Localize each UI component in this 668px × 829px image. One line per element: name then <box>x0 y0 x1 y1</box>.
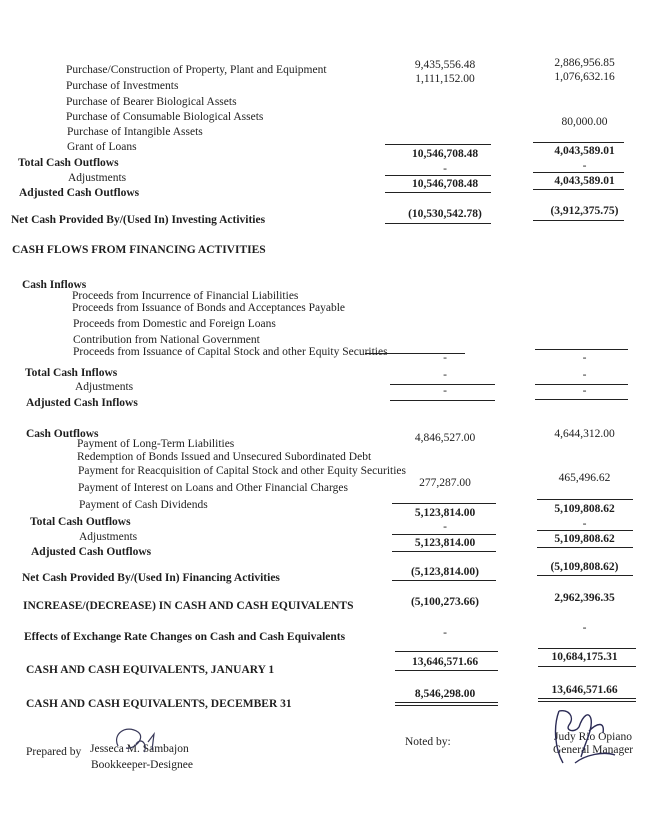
investing-adjusted-outflows-col1: 10,546,708.48 <box>411 178 479 190</box>
financing-adjusted-outflows-label: Adjusted Cash Outflows <box>31 546 152 558</box>
investing-adjustments-col1: - <box>443 163 447 175</box>
investing-net-col1: (10,530,542.78) <box>408 208 482 220</box>
rule <box>385 175 491 176</box>
double-rule <box>395 702 498 703</box>
rule <box>537 547 633 548</box>
investing-adjustments-col2: - <box>582 160 587 172</box>
rule <box>392 534 496 535</box>
rule <box>533 172 624 173</box>
rule <box>535 349 628 350</box>
rule <box>538 648 636 649</box>
outflow-item: Redemption of Bonds Issued and Unsecured Subordinated Debt <box>77 451 372 463</box>
outflow-item: Payment of Interest on Loans and Other Financial Charges <box>78 482 348 494</box>
manager-signature <box>545 703 625 773</box>
investing-item-consumable-bio: Purchase of Consumable Biological Assets <box>66 111 264 123</box>
inflow-dash-col2: - <box>582 352 587 364</box>
rule <box>533 220 624 221</box>
outflow-adjustments-col1: - <box>443 521 447 533</box>
preparer-name: Jesseca M. Sambajon <box>90 743 189 755</box>
outflow-item: Payment for Reacquisition of Capital Stock and other Equity Securities <box>78 465 407 477</box>
outflow-adjustments-col2: - <box>582 518 587 530</box>
interest-col1: 277,287.00 <box>419 477 471 489</box>
manager-name: Judy Rio Opiano <box>554 731 632 743</box>
prepared-by-label: Prepared by <box>26 746 82 758</box>
ppe-value-col1: 9,435,556.48 <box>414 59 476 71</box>
financing-total-inflows-label: Total Cash Inflows <box>25 367 118 379</box>
inflow-item: Proceeds from Incurrence of Financial Liabilities <box>72 290 299 302</box>
inflow-adjustments-col2: - <box>582 385 587 397</box>
investing-item-grant-loans: Grant of Loans <box>67 141 137 153</box>
rule <box>538 666 636 667</box>
financing-inflow-adjustments-label: Adjustments <box>75 381 134 393</box>
investments-value-col1: 1,111,152.00 <box>415 73 475 85</box>
rule <box>392 503 496 504</box>
fx-effects-col1: - <box>443 627 447 639</box>
lt-liabilities-col2: 4,644,312.00 <box>554 428 615 440</box>
financing-total-outflows-label: Total Cash Outflows <box>30 516 131 528</box>
increase-decrease-col2: 2,962,396.35 <box>554 592 615 604</box>
inflow-adjustments-col1: - <box>443 385 447 397</box>
investing-total-outflows-label: Total Cash Outflows <box>18 157 119 169</box>
cash-jan1-col2: 10,684,175.31 <box>551 651 618 663</box>
lt-liabilities-col1: 4,846,527.00 <box>414 432 476 444</box>
outflow-item: Payment of Cash Dividends <box>79 499 208 511</box>
investing-item-intangible: Purchase of Intangible Assets <box>67 126 203 138</box>
fx-effects-col2: - <box>582 622 587 634</box>
rule <box>390 400 495 401</box>
rule <box>537 499 633 500</box>
inflow-item: Proceeds from Domestic and Foreign Loans <box>73 318 276 330</box>
investing-item-ppe: Purchase/Construction of Property, Plant and Equipment <box>66 64 327 76</box>
investments-value-col2: 1,076,632.16 <box>554 71 615 83</box>
investing-item-investments: Purchase of Investments <box>66 80 179 92</box>
financing-outflows-label: Cash Outflows <box>26 428 99 440</box>
financing-heading: CASH FLOWS FROM FINANCING ACTIVITIES <box>12 244 266 256</box>
preparer-title: Bookkeeper-Designee <box>91 759 193 771</box>
cash-dec31-col1: 8,546,298.00 <box>414 688 476 700</box>
financing-total-outflows-col1: 5,123,814.00 <box>414 507 476 519</box>
rule <box>392 551 496 552</box>
financing-net-label: Net Cash Provided By/(Used In) Financing Activities <box>22 572 280 584</box>
financing-net-col2: (5,109,808.62) <box>550 561 619 573</box>
preparer-signature <box>108 722 178 758</box>
cash-dec31-label: CASH AND CASH EQUIVALENTS, DECEMBER 31 <box>26 698 292 710</box>
interest-col2: 465,496.62 <box>558 472 611 484</box>
investing-adjustments-label: Adjustments <box>68 172 127 184</box>
intangible-value-col2: 80,000.00 <box>561 116 608 128</box>
rule <box>395 651 498 652</box>
cash-dec31-col2: 13,646,571.66 <box>551 684 618 696</box>
inflow-item: Contribution from National Government <box>73 334 260 346</box>
rule <box>533 142 624 143</box>
investing-net-col2: (3,912,375.75) <box>550 205 619 217</box>
financing-net-col1: (5,123,814.00) <box>410 566 480 578</box>
cash-jan1-label: CASH AND CASH EQUIVALENTS, JANUARY 1 <box>26 664 275 676</box>
rule <box>392 580 496 581</box>
rule <box>385 223 491 224</box>
rule <box>533 189 624 190</box>
manager-title: General Manager <box>553 744 634 756</box>
rule <box>537 530 633 531</box>
inflow-item: Proceeds from Issuance of Bonds and Acceptances Payable <box>72 302 346 314</box>
noted-by-label: Noted by: <box>405 736 451 748</box>
double-rule <box>395 705 498 706</box>
financing-adjusted-outflows-col1: 5,123,814.00 <box>414 537 476 549</box>
double-rule <box>538 698 636 699</box>
double-rule <box>538 701 636 702</box>
rule <box>395 670 498 671</box>
rule <box>385 192 491 193</box>
investing-item-bearer-bio: Purchase of Bearer Biological Assets <box>66 96 237 108</box>
financing-inflows-label: Cash Inflows <box>22 279 87 291</box>
ppe-value-col2: 2,886,956.85 <box>554 57 615 69</box>
rule <box>535 399 628 400</box>
cash-jan1-col1: 13,646,571.66 <box>411 656 479 668</box>
investing-adjusted-outflows-col2: 4,043,589.01 <box>554 175 615 187</box>
rule <box>385 144 491 145</box>
investing-adjusted-outflows-label: Adjusted Cash Outflows <box>19 187 140 199</box>
inflow-item: Proceeds from Issuance of Capital Stock and other Equity Securities <box>73 346 388 358</box>
increase-decrease-col1: (5,100,273.66) <box>410 596 480 608</box>
total-inflows-col2: - <box>582 369 587 381</box>
investing-net-label: Net Cash Provided By/(Used In) Investing Activities <box>11 214 266 226</box>
financing-outflow-adjustments-label: Adjustments <box>79 531 138 543</box>
financing-adjusted-outflows-col2: 5,109,808.62 <box>554 533 615 545</box>
fx-effects-label: Effects of Exchange Rate Changes on Cash and Cash Equivalents <box>24 631 346 643</box>
financing-total-outflows-col2: 5,109,808.62 <box>554 503 615 515</box>
inflow-dash-col1: - <box>443 352 447 364</box>
rule <box>537 575 633 576</box>
investing-total-outflows-col1: 10,546,708.48 <box>411 148 479 160</box>
increase-decrease-label: INCREASE/(DECREASE) IN CASH AND CASH EQUIVALENTS <box>23 600 354 612</box>
financing-adjusted-inflows-label: Adjusted Cash Inflows <box>26 397 138 409</box>
investing-total-outflows-col2: 4,043,589.01 <box>554 145 615 157</box>
total-inflows-col1: - <box>443 369 447 381</box>
outflow-item: Payment of Long-Term Liabilities <box>77 438 235 450</box>
